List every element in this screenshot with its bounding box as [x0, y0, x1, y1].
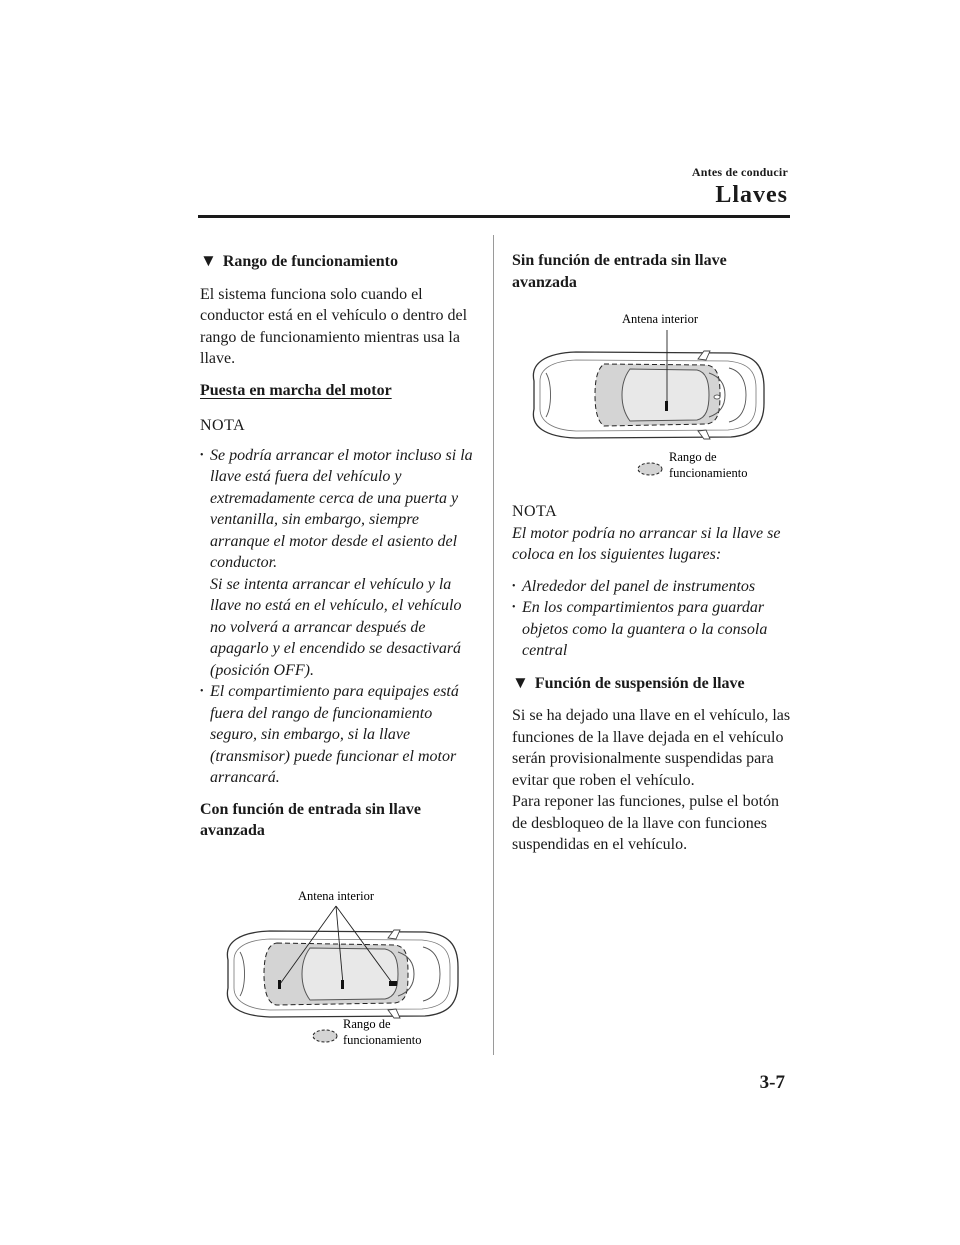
range-label: Rango de — [343, 1016, 391, 1031]
column-divider — [493, 235, 494, 1055]
range-label: funcionamiento — [343, 1032, 422, 1047]
range-label: Rango de — [669, 450, 717, 464]
list-item: • Se podría arrancar el motor incluso si la llave está fuera del vehículo y extremadamente cerca de una puerta y ventanilla, sin embargo, siempre arranque el motor desde el asiento del conductor. Si se intenta arrancar el vehículo y la llave no está en el vehículo, el vehículo no volverá a arrancar después de apagarlo y el encendido se desactivará (posición OFF). — [200, 445, 475, 682]
list-item: • En los compartimientos para guardar objetos como la guantera o la consola central — [512, 597, 792, 662]
range-legend-icon — [638, 463, 662, 475]
car-diagram — [512, 303, 792, 503]
figure-heading: Sin función de entrada sin llave avanzada — [512, 252, 727, 291]
nota-text: El motor podría no arrancar si la llave se coloca en los siguientes lugares: — [512, 524, 781, 563]
figure-with-keyless — [200, 852, 475, 1052]
nota-list — [512, 576, 792, 662]
paragraph: Si se ha dejado una llave en el vehículo, las funciones de la llave dejada en el vehículo serán provisionalmente suspendidas para evitar que roben el vehículo. Para reponer las funciones, pulse el botón de desbloqueo de la llave con funciones suspendidas en el vehículo. — [512, 707, 791, 853]
antenna-label: Antena interior — [621, 312, 699, 326]
triangle-down-icon: ▼ — [512, 672, 529, 692]
right-column — [512, 250, 792, 856]
antenna-label: Antena interior — [297, 888, 375, 903]
figure-without-keyless — [512, 303, 792, 503]
range-legend-icon — [313, 1030, 337, 1042]
header-rule — [198, 215, 790, 218]
section-heading: ▼ Función de suspensión de llave — [512, 672, 745, 692]
page-title: Llaves — [715, 182, 788, 208]
list-item: • Alrededor del panel de instrumentos — [512, 576, 792, 598]
intro-paragraph: El sistema funciona solo cuando el conductor está en el vehículo o dentro del rango de funcionamiento mientras usa la llave. — [200, 285, 468, 367]
triangle-down-icon: ▼ — [200, 251, 217, 270]
range-label: funcionamiento — [669, 466, 748, 480]
page-number: 3-7 — [759, 1072, 785, 1093]
section-heading: ▼ Rango de funcionamiento — [200, 251, 398, 270]
section-label: Antes de conducir — [691, 165, 788, 179]
figure-heading: Con función de entrada sin llave avanzada — [200, 800, 421, 839]
car-diagram — [200, 852, 475, 1052]
nota-label: NOTA — [200, 417, 246, 434]
left-column — [200, 250, 475, 1062]
list-item: • El compartimiento para equipajes está fuera del rango de funcionamiento seguro, sin embargo, si la llave (transmisor) puede funcionar el motor arrancará. — [200, 681, 475, 789]
subheading: Puesta en marcha del motor — [200, 381, 392, 399]
nota-label: NOTA — [512, 503, 558, 520]
nota-list — [200, 445, 475, 789]
